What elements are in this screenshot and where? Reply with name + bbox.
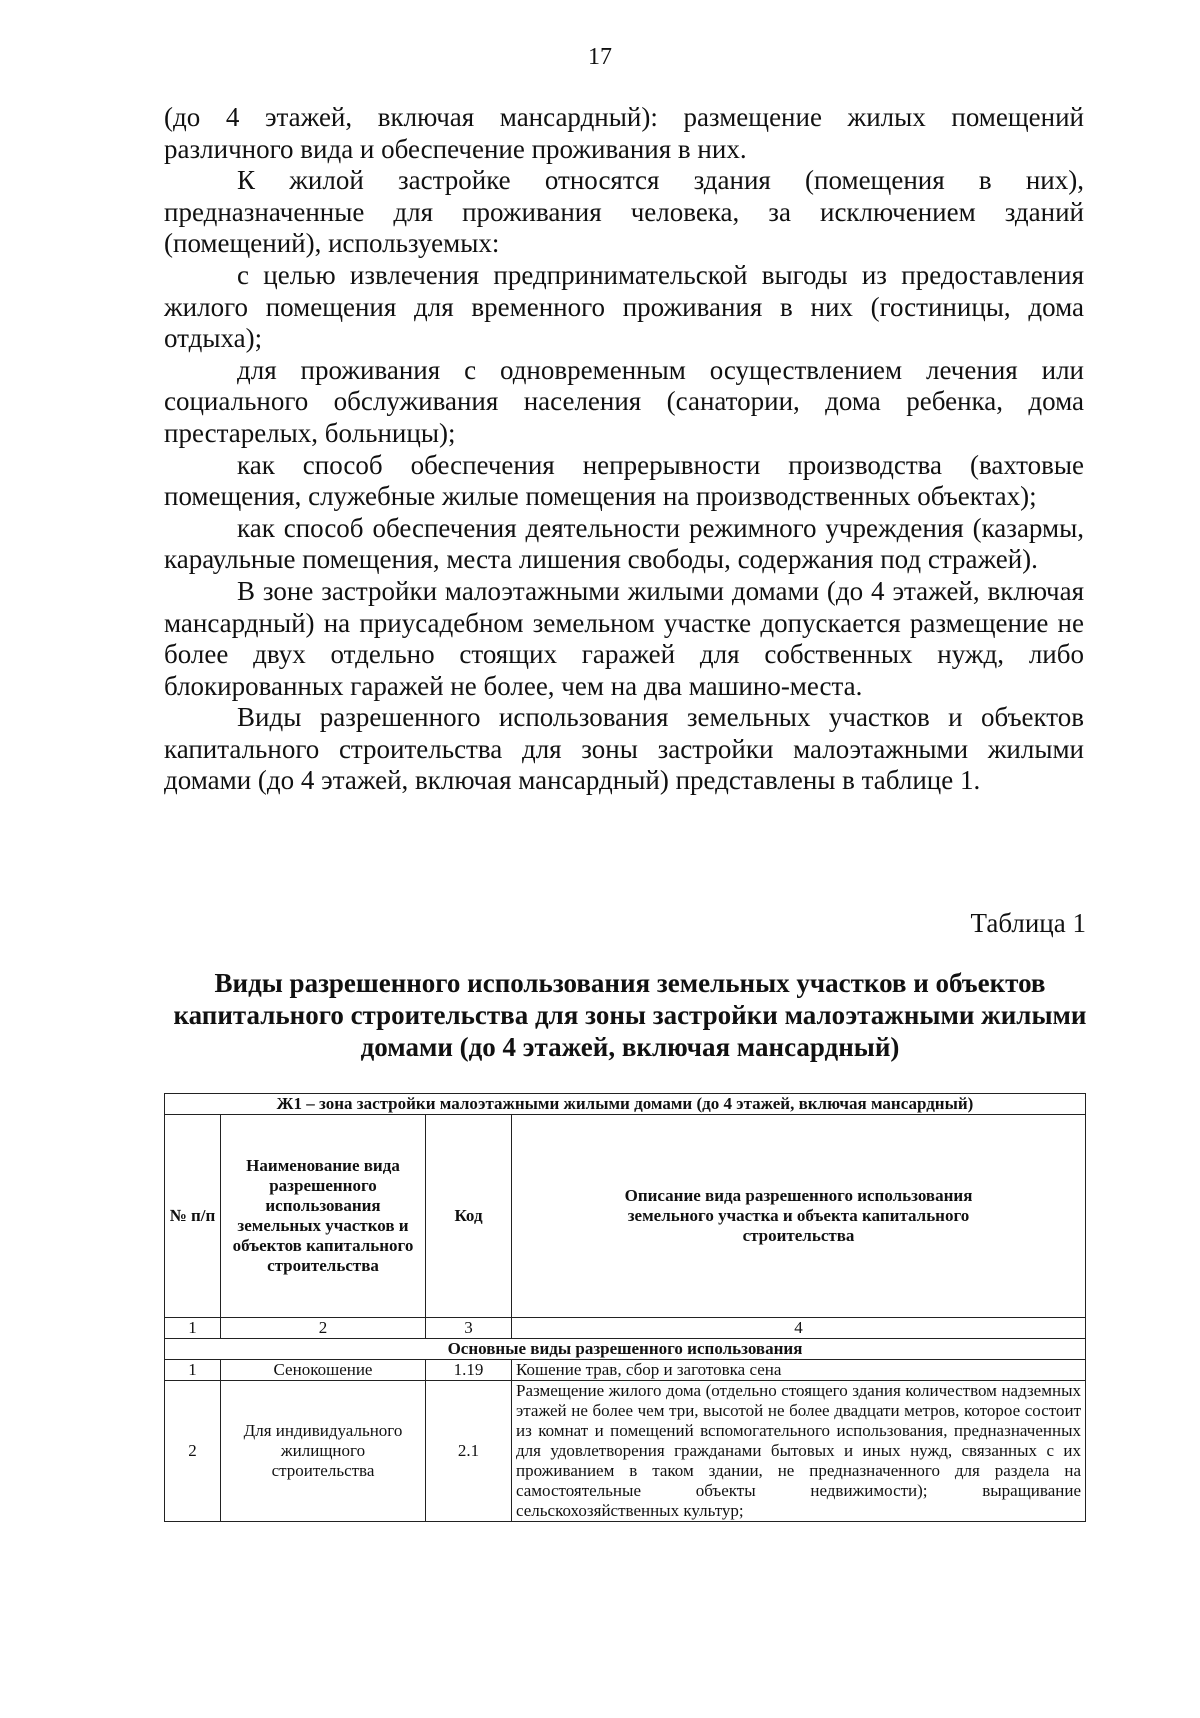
column-number-row — [165, 1318, 1086, 1339]
body-text — [164, 102, 1084, 797]
page-number: 17 — [588, 44, 612, 70]
section-title: Основные виды разрешенного использования — [165, 1339, 1086, 1360]
table-number: Таблица 1 — [970, 908, 1086, 938]
paragraph: В зоне застройки малоэтажными жилыми домами (до 4 этажей, включая мансардный) на приусадебном земельном участке допускается размещение не более двух отдельно стоящих гаражей для собственных нужд, либо блокированных гаражей не более, чем на два машино-места. — [164, 575, 1084, 701]
column-number: 4 — [512, 1318, 1086, 1339]
row-code: 1.19 — [426, 1360, 512, 1381]
row-name: Для индивидуального жилищного строительства — [221, 1381, 426, 1522]
paragraph: К жилой застройке относятся здания (помещения в них), предназначенные для проживания человека, за исключением зданий (помещений), используемых: — [164, 165, 1084, 259]
row-num: 1 — [165, 1360, 221, 1381]
table-title: Виды разрешенного использования земельных участков и объектов капитального строительства для зоны застройки малоэтажными жилыми домами (до 4 этажей, включая мансардный) — [173, 968, 1087, 1062]
header-description: Описание вида разрешенного использования земельного участка и объекта капитального строительства — [512, 1115, 1086, 1318]
column-number: 2 — [221, 1318, 426, 1339]
paragraph: (до 4 этажей, включая мансардный): размещение жилых помещений различного вида и обеспечение проживания в них. — [164, 102, 1084, 164]
land-use-table — [164, 1093, 1086, 1522]
section-row — [165, 1339, 1086, 1360]
paragraph: как способ обеспечения непрерывности производства (вахтовые помещения, служебные жилые помещения на производственных объектах); — [164, 449, 1084, 512]
row-name: Сенокошение — [221, 1360, 426, 1381]
column-number: 3 — [426, 1318, 512, 1339]
header-num: № п/п — [165, 1115, 221, 1318]
zone-header-row — [165, 1094, 1086, 1115]
header-name: Наименование вида разрешенного использования земельных участков и объектов капитального строительства — [221, 1115, 426, 1318]
zone-header: Ж1 – зона застройки малоэтажными жилыми домами (до 4 этажей, включая мансардный) — [165, 1094, 1086, 1115]
header-code: Код — [426, 1115, 512, 1318]
paragraph: Виды разрешенного использования земельных участков и объектов капитального строительства для зоны застройки малоэтажными жилыми домами (до 4 этажей, включая мансардный) представлены в таблице 1. — [164, 702, 1084, 796]
table-row — [165, 1360, 1086, 1381]
paragraph: как способ обеспечения деятельности режимного учреждения (казармы, караульные помещения, места лишения свободы, содержания под стражей). — [164, 512, 1084, 575]
row-code: 2.1 — [426, 1381, 512, 1522]
row-description: Размещение жилого дома (отдельно стоящего здания количеством надземных этажей не более чем три, высотой не более двадцати метров, которое состоит из комнат и помещений вспомогательного использования, предназначенных для удовлетворения гражданами бытовых и иных нужд, связанных с их проживанием в таком здании, не предназначенного для раздела на самостоятельные объекты недвижимости); выращивание сельскохозяйственных культур; — [512, 1381, 1086, 1522]
row-num: 2 — [165, 1381, 221, 1522]
paragraph: для проживания с одновременным осуществлением лечения или социального обслуживания населения (санатории, дома ребенка, дома престарелых, больницы); — [164, 354, 1084, 448]
column-number: 1 — [165, 1318, 221, 1339]
table-row — [165, 1381, 1086, 1522]
row-description: Кошение трав, сбор и заготовка сена — [512, 1360, 1086, 1381]
paragraph: с целью извлечения предпринимательской выгоды из предоставления жилого помещения для временного проживания в них (гостиницы, дома отдыха); — [164, 259, 1084, 354]
column-header-row — [165, 1115, 1086, 1318]
